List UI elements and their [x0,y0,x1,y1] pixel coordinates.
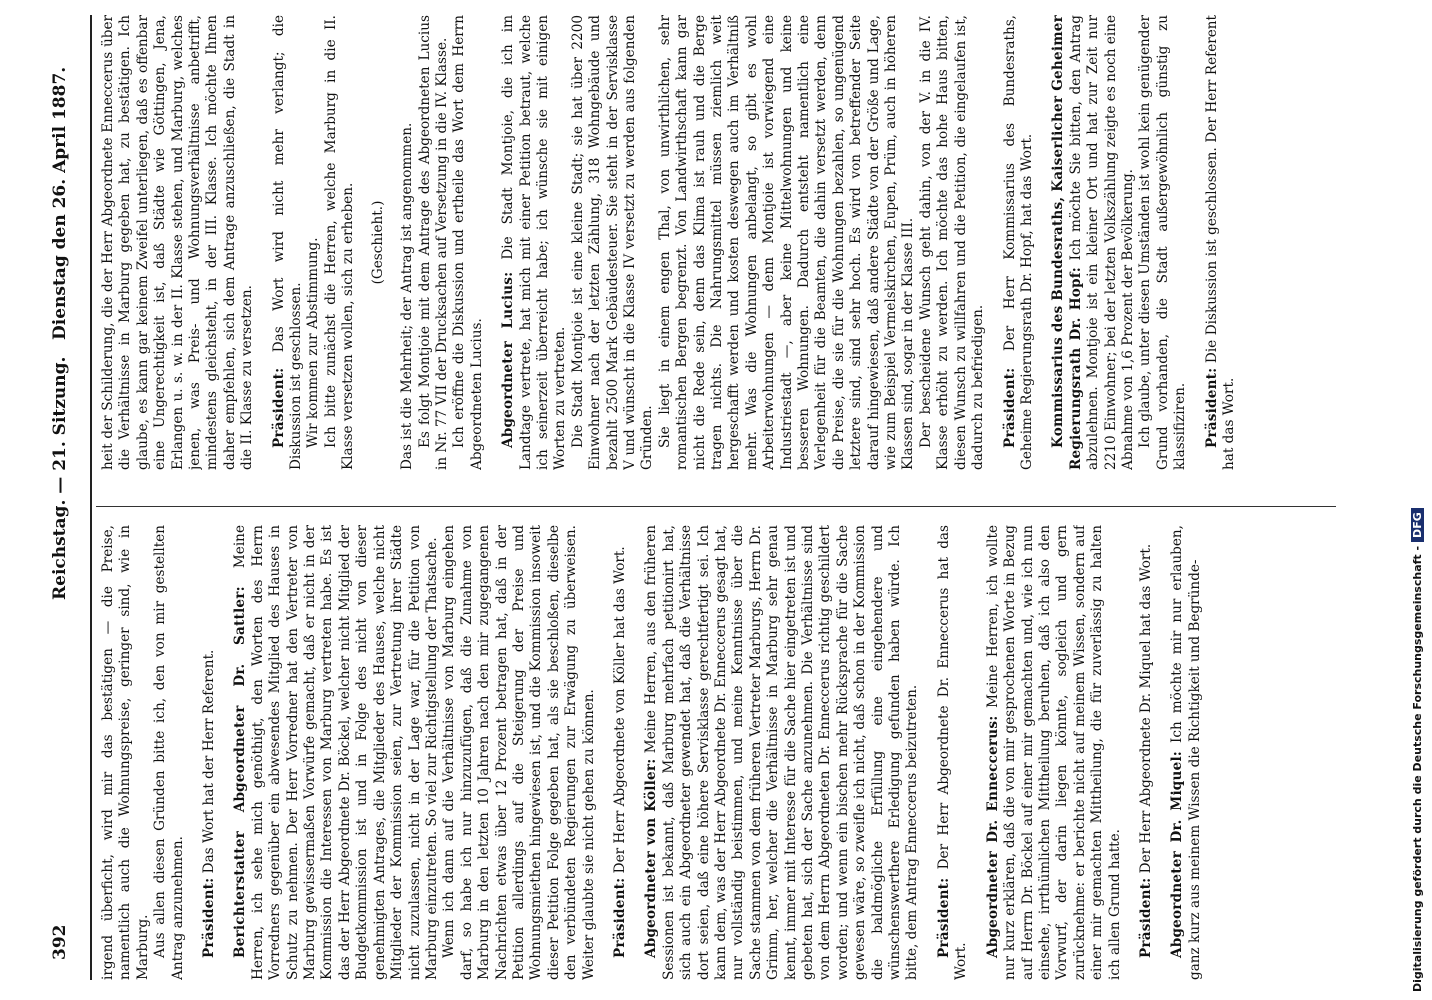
paragraph-text: Ich möchte Sie bitten, den Antrag abzulehnen. Montjoie ist ein kleiner Ort und hat zur Zeit nur 2210 Einwohner; bei der letzten Volkszählung zeigte es noch eine Abnahme von 1,6 Prozent der Bevölkerung. [1067,15,1136,470]
speaker-label: Präsident: [1137,877,1154,958]
paragraph-text: Der Herr Abgeordnete von Köller hat das Wort. [611,546,628,874]
speaker-label: Präsident: [270,367,287,448]
paragraph-text: Der Herr Abgeordnete Dr. Miquel hat das Wort. [1137,543,1154,874]
paragraph-text: Das Wort hat der Herr Referent. [201,649,218,874]
right-column [100,15,1350,470]
paragraph-text: Wenn ich dann auf die Verhältnisse von Marburg eingehen darf, so habe ich nur hinzuzufügen, daß die Zunahme von Marburg in den letzten 10 Jahren nach den mir zugegangenen Nachrichten etwas über 12 Prozent betragen hat, daß in der Petition allerdings auf die Steigerung der Preise und Wohnungsmiethen hingewiesen ist, und die Kommission insoweit dieser Petition Folge gegeben hat, als sie beschloßen, dieselbe den verbündeten Regierungen zur Erwägung zu überweisen. Weiter glaubte sie nicht gehen zu können. [441,525,597,980]
paragraph-text: Sie liegt in einem engen Thal, von unwirthlichen, sehr romantischen Bergen begrenzt. Von Landwirthschaft kann gar nicht die Rede sein, denn das Klima ist rauh und die Berge tragen nichts. Die Nahrungsmittel müssen ziemlich weit hergeschafft werden und kosten deswegen auch im Verhältniß mehr. Was die Wohnungen anbelangt, so gibt es wohl Arbeiterwohnungen — denn Montjoie ist vorwiegend eine Industriestadt —, aber keine Mittelwohnungen und keine besseren Wohnungen. Dadurch entsteht namentlich eine Verlegenheit für die Beamten, die dahin versetzt werden, denn die Preise, die sie für die Wohnungen bezahlen, so ungenügend letztere sind, sind sehr hoch. Es wird von betreffender Seite darauf hingewiesen, daß andere Städte von der Größe und Lage, wie zum Beispiel Vermelskirchen, Eupen, Prüm, auch in höheren Klassen sind, sogar in der Klasse III. [656,15,917,470]
paragraph [323,15,358,470]
paragraph-text: (Geschieht.) [369,200,386,285]
digitization-credit [1411,508,1424,992]
paragraph [1050,15,1137,470]
speaker-label: Berichterstatter Abgeordneter Dr. Sattler: [232,586,249,958]
speaker-label: Präsident: [1203,367,1220,448]
paragraph-text: Es folgt Montjoie mit dem Antrage des Abgeordneten Lucius in Nr. 77 VII der Drucksachen auf Versetzung in die IV. Klasse. [416,15,450,470]
paragraph-text: Meine Herren, aus den früheren Sessionen ist bekannt, daß Marburg mehrfach petitionirt hat, sich auch ein Abgeordneter gewendet hat, daß die Verhältnisse dort seien, daß eine höhere Servisklasse gerechtfertigt sei. Ich kann dem, was der Herr Abgeordnete Dr. Enneccerus gesagt hat, nur vollständig beistimmen, und meine Kenntnisse über die Sache stammen von dem früheren Vertreter Marburgs, Herrn Dr. Grimm, her, welcher die Verhältnisse in Marburg sehr genau kennt, immer mit Interesse für die Sache hier eingetreten ist und gebeten hat, sich der Sache anzunehmen. Die Verhältnisse sind von dem Herrn Abgeordneten Dr. Enneccerus richtig geschildert worden; und wenn ein bischen mehr Rücksprache für die Sache gewesen wäre, so zweifle ich nicht, daß schon in der Kommission die baldmögliche Erfüllung eine eingehendere und wünschenswerthere Erledigung gefunden haben würde. Ich bitte, dem Antrag Enneccerus beizutreten. [643,525,921,980]
paragraph-text: Ich bitte zunächst die Herren, welche Marburg in die II. Klasse versetzen wollen, sich zu erheben. [322,15,357,470]
paragraph [441,525,598,980]
paragraph-text: Ich eröffne die Diskussion und ertheile das Wort dem Herrn Abgeordneten Lucius. [451,15,485,470]
paragraph-text: Der bescheidene Wunsch geht dahin, von der V. in die IV. Klasse erhöht zu werden. Ich möchte das hohe Haus bitten, diesen Wunsch zu willfahren und die Petition, die eingelaufen ist, dadurch zu befriedigen. [917,15,987,470]
speaker-label: Präsident: [1001,367,1018,448]
paragraph [152,525,187,980]
left-column [100,525,1350,980]
column-divider [96,506,1336,507]
paragraph [201,525,218,980]
paragraph-text: Die Stadt Montjoie ist eine kleine Stadt; sie hat über 2200 Einwohner nach der letzten Zählung, 318 Wohngebäude und bezahlt 2500 Mark Gebäudesteuer. Sie steht in der Servisklasse V und wünscht in die Klasse IV versetzt zu werden aus folgenden Gründen. [569,15,656,470]
paragraph [918,15,988,470]
paragraph [643,525,922,980]
paragraph [1138,525,1155,980]
paragraph [232,525,441,980]
paragraph [1204,15,1239,470]
paragraph [451,15,486,470]
paragraph-text: irgend überficht, wird mir das bestätigen — die Preise, namentlich auch die Wohnungspreise, geringer sind, wie in Marburg. [100,525,151,980]
page-header [50,15,80,980]
speaker-label: Präsident: [611,877,628,958]
speaker-label: Abgeordneter Lucius: [500,271,517,448]
header-rule [90,15,92,980]
dfg-logo: DFG [1411,508,1424,542]
paragraph-text: Meine Herren, ich sehe mich genöthigt, den Worten des Herrn Vorredners gegenüber ein abwesendes Mitglied des Hauses in Schutz zu nehmen. Der Herr Vorredner hat den Vertreter von Marburg gewissermaßen Vorwürfe gemacht, daß er nicht in der Kommission die Interessen von Marburg vertreten habe. Es ist das der Herr Abgeordnete Dr. Böckel, welcher nicht Mitglied der Budgetkommission ist und in Folge des nicht von dieser genehmigten Antrages, die Mitglieder des Hauses, welche nicht Mitglieder der Kommission seien, zur Vertretung ihrer Städte nicht zuzulassen, nicht in der Lage war, für die Petition von Marburg einzutreten. So viel zur Richtigstellung der Thatsache. [232,525,440,980]
page-number: 392 [50,924,70,960]
paragraph-text: Die Diskussion ist geschlossen. Der Herr Referent hat das Wort. [1203,15,1237,470]
paragraph [100,525,152,980]
paragraph-text: Das Wort wird nicht mehr verlangt; die Diskussion ist geschlossen. [270,15,305,470]
speaker-label: Kommissarius des Bundesraths, Kaiserlicher Geheimer Regierungsrath Dr. Hopf: [1050,15,1084,470]
session-date: Dienstag den 26. April 1887. [50,66,70,340]
paragraph-text: Der Herr Kommissarius des Bundesraths, Geheime Regierungsrath Dr. Hopf, hat das Wort. [1001,15,1035,470]
speaker-label: Abgeordneter Dr. Miquel: [1169,750,1186,958]
paragraph [570,15,657,470]
credit-text: Digitalisierung gefördert durch die Deutsche Forschungsgemeinschaft - [1411,545,1424,992]
speaker-label: Präsident: [201,877,218,958]
speaker-label: Abgeordneter Dr. Enneccerus: [984,715,1001,958]
paragraph [612,525,629,980]
speaker-label: Präsident: [935,877,952,958]
paragraph [417,15,452,470]
paragraph [936,525,971,980]
paragraph-text: Ich möchte mir nur erlauben, ganz kurz aus meinem Wissen die Richtigkeit und Begründe- [1169,525,1203,980]
paragraph-text: Aus allen diesen Gründen bitte ich, den von mir gestellten Antrag anzunehmen. [152,525,186,980]
paragraph [985,525,1124,980]
paragraph [399,15,416,470]
paragraph [1137,15,1189,470]
speaker-label: Abgeordneter von Köller: [643,758,660,958]
paragraph-text: Der Herr Abgeordnete Dr. Enneccerus hat das Wort. [935,525,970,980]
paragraph [1002,15,1037,470]
paragraph-text: Ich glaube, unter diesen Umständen ist wohl kein genügender Grund vorhanden, die Stadt außergewöhnlich günstig zu klassifiziren. [1137,15,1189,470]
paragraph [1169,525,1204,980]
paragraph-text: Wir kommen zur Abstimmung. [305,237,322,448]
paragraph-text: heit der Schilderung, die der Herr Abgeordnete Enneccerus über die Verhältnisse in Marburg gegeben hat, zu bestätigen. Ich glaube, es kann gar keinem Zweifel unterliegen, daß es offenbar eine Ungerechtigkeit ist, daß Städte wie Göttingen, Jena, Erlangen u. s. w. in der II. Klasse stehen, und Marburg, welches jenen, was Preis- und Wohnungsverhältnisse anbetrifft, mindestens gleichsteht, in der III. Klasse. Ich möchte Ihnen daher empfehlen, sich dem Antrage anzuschließen, die Stadt in die II. Klasse zu versetzen. [100,15,256,470]
paragraph-text: Das ist die Mehrheit; der Antrag ist angenommen. [399,122,416,470]
paragraph [500,15,570,470]
running-title: Reichstag. — 21. Sitzung. [50,356,70,600]
paragraph [271,15,306,470]
paragraph-text: Die Stadt Montjoie, die ich im Landtage vertrete, hat mich mit einer Petition betraut, welche ich seinerzeit überreicht habe; ich wünsche sie mit einigen Worten zu vertreten. [500,15,569,470]
paragraph-text: Meine Herren, ich wollte nur kurz erklären, daß die von mir gesprochenen Worte in Bezug auf Herrn Dr. Böckel auf einer mir gemachten und, wie ich nun einsehe, irrthümlichen Mittheilung beruhen, daß ich also den Vorwurf, der darin liegen könnte, sogleich und gern zurücknehme: er berichte nicht auf meinem Wissen, sondern auf einer mir gemachten Mittheilung, die für zuverlässig zu halten ich allen Grund hatte. [984,525,1123,980]
paragraph [305,15,322,470]
paragraph [100,15,257,470]
paragraph [657,15,918,470]
paragraph [370,15,387,470]
